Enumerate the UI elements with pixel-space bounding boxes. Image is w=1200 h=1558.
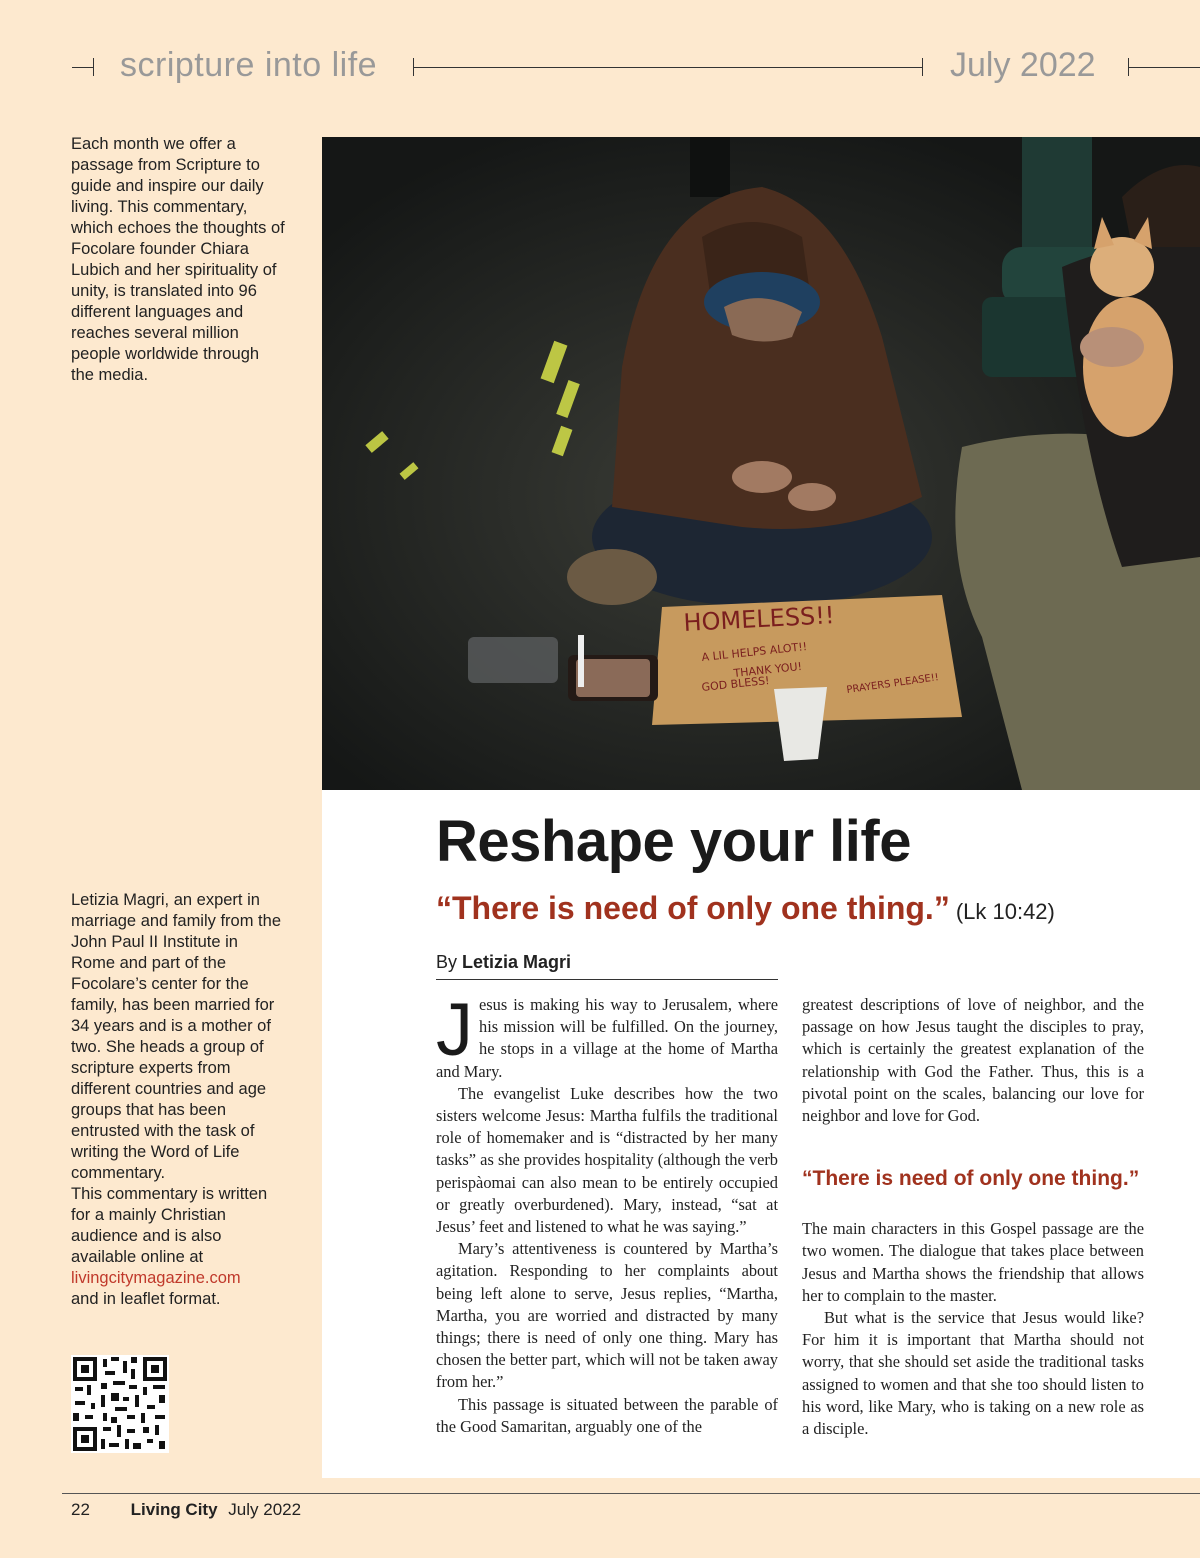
website-link[interactable]: livingcitymagazine.com: [71, 1269, 241, 1287]
paragraph: greatest descriptions of love of neighbor, and the passage on how Jesus taught the disciples to pray, which is certainly the greatest explanation of the relationship with God the Father. Thus, this is a pivotal point on the scales, balancing our love for neighbor and love for God.: [802, 995, 1144, 1126]
page-footer: [71, 1500, 301, 1520]
scripture-quote: [436, 890, 1055, 927]
sign-text: A LIL HELPS ALOT!!: [700, 639, 808, 664]
author-bio: [71, 890, 286, 1310]
quote-reference: (Lk 10:42): [955, 899, 1055, 924]
paragraph: The evangelist Luke describes how the two sisters welcome Jesus: Martha fulfils the traditional role of homemaker and is “distracted by her many tasks” as she provides hospitality (although the verb perispàomai can also mean to be entirely occupied or greatly overburdened). Mary, instead, “sat at Jesus’ feet and listened to what he was saying.”: [436, 1083, 778, 1237]
qr-code[interactable]: [71, 1355, 169, 1453]
footer-date: July 2022: [228, 1500, 302, 1519]
header-rule-left: [72, 67, 94, 68]
article-title: Reshape your life: [436, 809, 911, 874]
section-title: scripture into life: [120, 46, 378, 84]
sign-text: PRAYERS PLEASE!!: [845, 672, 940, 696]
sign-text: HOMELESS!!: [682, 601, 836, 637]
article-photo: [322, 137, 1200, 790]
paragraph: The main characters in this Gospel passage are the two women. The dialogue that takes place between Jesus and Martha shows the friendship that allows her to complain to the master.: [802, 1219, 1144, 1305]
header-tick: [93, 58, 94, 76]
page-header: [0, 40, 1200, 95]
bio-note: This commentary is written for a mainly Christian audience and is also available online at: [71, 1185, 268, 1266]
drop-cap: J: [436, 988, 473, 1071]
paragraph: Mary’s attentiveness is countered by Martha’s agitation. Responding to her complaints about being left alone to serve, Jesus replies, “Martha, Martha, you are worried and distracted by many things; there is need of only one thing. Mary has chosen the better part, which will not be taken away from her.”: [436, 1239, 778, 1392]
article-column-1: [436, 988, 778, 1438]
sidebar-intro: Each month we offer a passage from Scripture to guide and inspire our daily living. This commentary, which echoes the thoughts of Focolare founder Chiara Lubich and her spirituality of unity, is translated into 96 different languages and reaches several million people worldwide through the media.: [71, 135, 285, 384]
paragraph: This passage is situated between the parable of the Good Samaritan, arguably one of the: [436, 1394, 778, 1436]
byline: [436, 952, 778, 980]
bio-text: Letizia Magri, an expert in marriage and family from the John Paul II Institute in Rome and part of the Focolare’s center for the family, has been married for 34 years and is a mother of two. She heads a group of scripture experts from different countries and age groups that has been entrusted with the task of writing the Word of Life commentary.: [71, 891, 281, 1182]
sign-text: THANK YOU!: [732, 659, 803, 680]
header-rule-right: [1128, 67, 1200, 68]
article-panel: [322, 790, 1200, 1478]
paragraph: But what is the service that Jesus would like? For him it is important that Martha should not worry, that she should set aside the traditional tasks assigned to women and that she too should listen to his word, like Mary, who is taking on a new role as a disciple.: [802, 1308, 1144, 1439]
byline-prefix: By: [436, 952, 458, 972]
footer-rule: [62, 1493, 1200, 1494]
author-name: Letizia Magri: [462, 952, 572, 972]
header-tick: [922, 58, 923, 76]
header-rule-middle: [413, 67, 923, 68]
magazine-name: Living City: [130, 1500, 218, 1519]
paragraph-text: esus is making his way to Jerusalem, where his mission will be fulfilled. On the journey, he stops in a village at the home of Martha and Mary.: [436, 995, 778, 1081]
quote-text: “There is need of only one thing.”: [436, 890, 950, 926]
article-column-2: [802, 994, 1144, 1440]
section-subhead: “There is need of only one thing.”: [802, 1167, 1140, 1191]
header-date: July 2022: [950, 46, 1096, 84]
paragraph: [436, 988, 778, 1083]
sign-text: GOD BLESS!: [700, 673, 771, 694]
page-number: 22: [71, 1500, 90, 1519]
bio-note-end: and in leaflet format.: [71, 1290, 221, 1308]
